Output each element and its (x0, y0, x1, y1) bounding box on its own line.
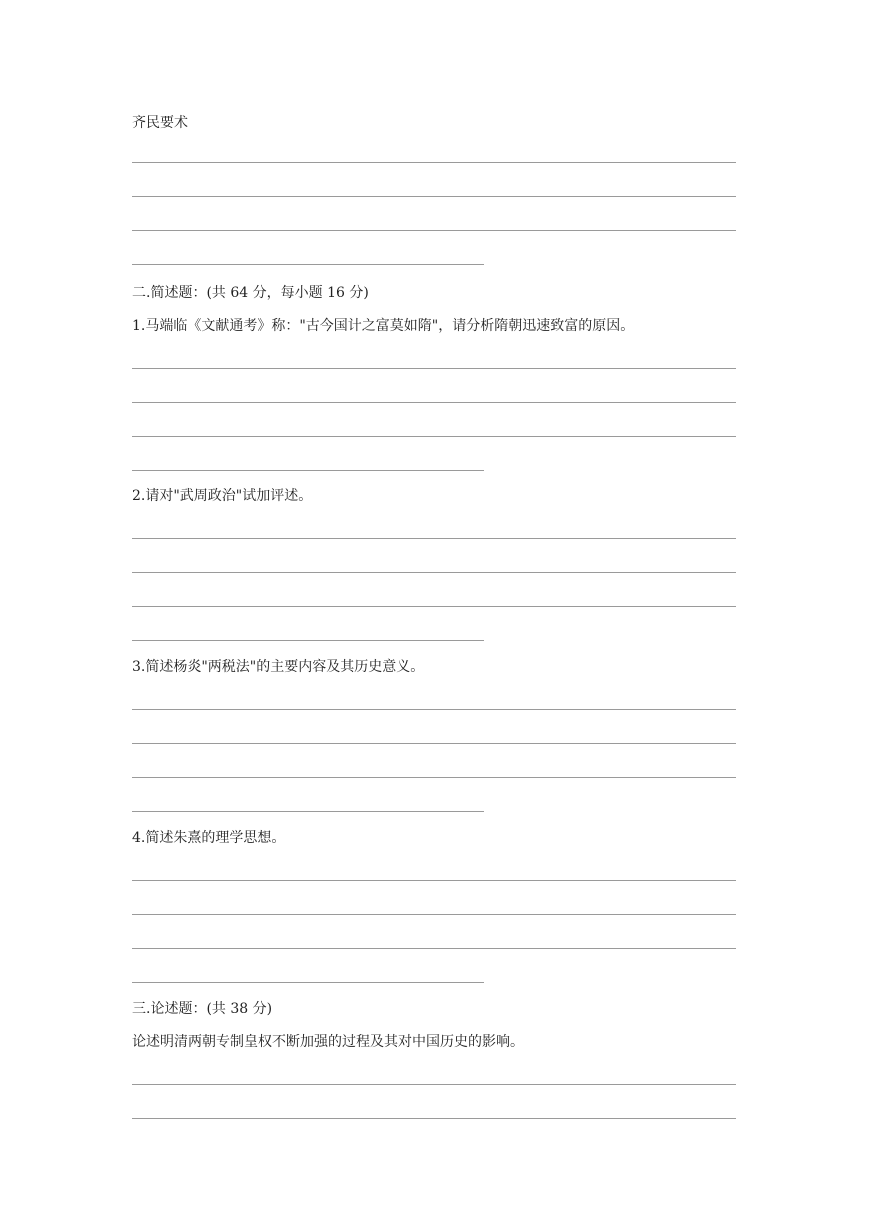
answer-line (132, 402, 736, 403)
answer-line (132, 368, 736, 369)
answer-line (132, 880, 736, 881)
term-label: 齐民要术 (132, 115, 188, 131)
question-3: 3.简述杨炎"两税法"的主要内容及其历史意义。 (132, 659, 425, 675)
answer-line-short (132, 982, 484, 983)
answer-line (132, 1118, 736, 1119)
answer-line-short (132, 811, 484, 812)
section-heading-short-answer: 二.简述题：(共 64 分，每小题 16 分) (132, 285, 369, 301)
answer-line (132, 436, 736, 437)
answer-line (132, 777, 736, 778)
answer-line (132, 709, 736, 710)
question-1: 1.马端临《文献通考》称："古今国计之富莫如隋"，请分析隋朝迅速致富的原因。 (132, 318, 635, 334)
answer-line (132, 230, 736, 231)
answer-line (132, 1084, 736, 1085)
answer-line (132, 538, 736, 539)
answer-line-short (132, 640, 484, 641)
section-heading-essay: 三.论述题：(共 38 分) (132, 1001, 273, 1017)
answer-line (132, 743, 736, 744)
answer-line (132, 606, 736, 607)
answer-line-short (132, 264, 484, 265)
question-4: 4.简述朱熹的理学思想。 (132, 830, 286, 846)
answer-line (132, 196, 736, 197)
answer-line (132, 572, 736, 573)
essay-question: 论述明清两朝专制皇权不断加强的过程及其对中国历史的影响。 (132, 1034, 524, 1050)
question-2: 2.请对"武周政治"试加评述。 (132, 488, 313, 504)
answer-line (132, 914, 736, 915)
answer-line (132, 162, 736, 163)
answer-line-short (132, 470, 484, 471)
answer-line (132, 948, 736, 949)
